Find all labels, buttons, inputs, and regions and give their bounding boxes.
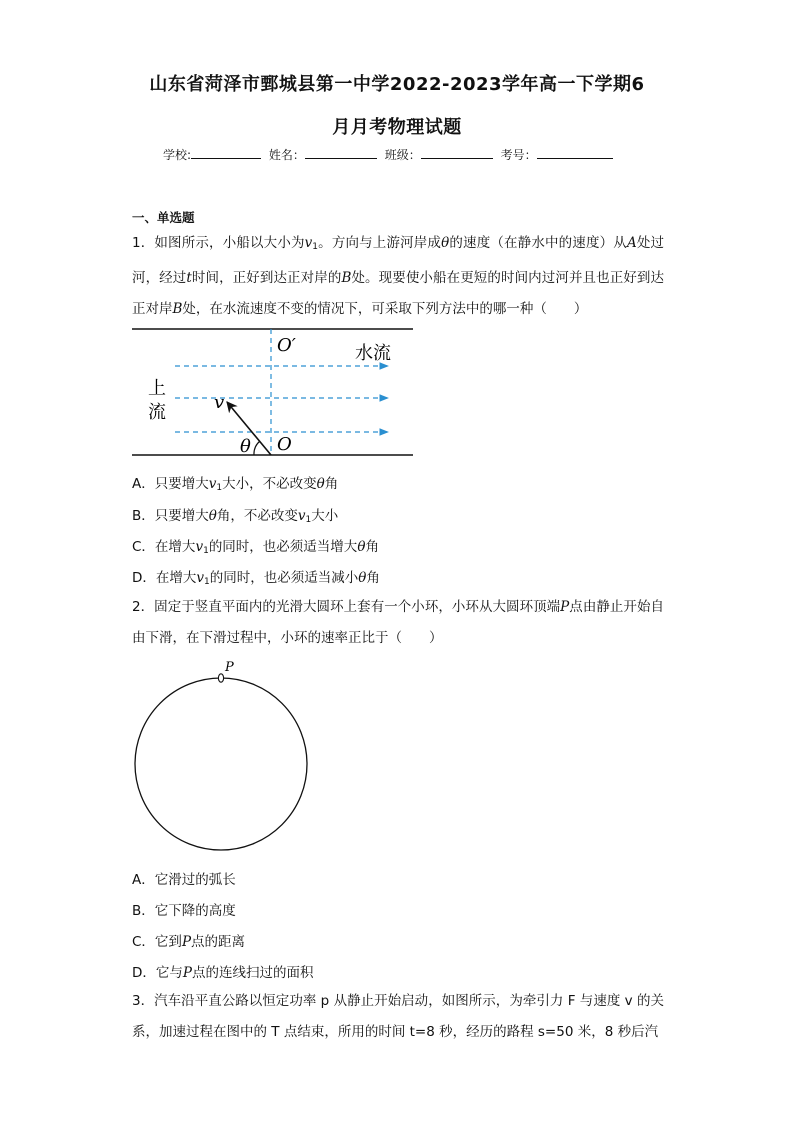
q1-v1: v (208, 476, 217, 492)
q1-text-part: 处过河，经过 (132, 235, 665, 286)
q2-point-p: P (560, 599, 570, 615)
q1-option-a[interactable] (132, 472, 338, 493)
q1-point-a: A (626, 235, 637, 251)
q1-v1-sub: 1 (204, 577, 210, 587)
q1-theta: θ (358, 570, 367, 586)
option-text: 角 (324, 476, 339, 492)
option-text: 的同时，也必须适当增大 (208, 539, 358, 555)
class-blank (421, 146, 493, 159)
school-blank (191, 146, 261, 159)
option-text: A．只要增大 (132, 476, 209, 492)
q1-text-part: 时间，正好到达正对岸的 (191, 270, 342, 286)
q1-point-b: B (172, 301, 183, 317)
q1-v1-sub: 1 (203, 546, 209, 556)
school-label: 学校: (163, 148, 192, 162)
name-label: 姓名： (268, 148, 305, 162)
q2-option-d[interactable] (132, 961, 314, 981)
q1-theta: θ (208, 508, 217, 524)
o-prime-label: O′ (277, 335, 296, 356)
option-text: 点的距离 (191, 934, 246, 950)
question-2-text (132, 592, 664, 654)
q1-option-c[interactable] (132, 535, 379, 556)
upstream-label-2: 流 (148, 402, 166, 423)
q1-time-t: t (186, 270, 192, 286)
q2-option-a[interactable]: A．它滑过的弧长 (132, 872, 236, 888)
river-crossing-diagram (130, 322, 420, 460)
q1-point-b: B (341, 270, 352, 286)
option-text: B．只要增大 (132, 508, 209, 524)
q1-theta: θ (316, 476, 325, 492)
q2-option-b[interactable]: B．它下降的高度 (132, 903, 236, 919)
q1-v1: v (196, 570, 205, 586)
q1-v1: v (304, 235, 313, 251)
question-1-text (132, 228, 664, 325)
q1-text-part: 处。现要使小船在更短的时间内过河并且也正好到达正对岸 (132, 270, 665, 317)
q1-text-part: 处，在水流速度不变的情况下，可采取下列方法中的哪一种（ ） (182, 301, 588, 317)
class-label: 班级： (384, 148, 421, 162)
q2-point-p: P (182, 965, 192, 981)
v-label: v (214, 392, 225, 413)
option-text: 大小 (311, 508, 339, 524)
page-title-line2: 月月考物理试题 (332, 117, 462, 138)
q1-option-d[interactable] (132, 566, 380, 587)
small-ring (218, 674, 223, 682)
q2-text-part: 点由静止开始自由下滑，在下滑过程中，小环的速率正比于（ ） (132, 599, 665, 646)
exam-number-blank (537, 146, 613, 159)
option-text: C．它到 (132, 934, 182, 950)
o-label: O (277, 434, 292, 455)
option-text: 大小，不必改变 (222, 476, 317, 492)
water-flow-label: 水流 (355, 343, 391, 364)
page-title-line1: 山东省菏泽市鄄城县第一中学2022-2023学年高一下学期6 (149, 74, 645, 95)
option-text: D．它与 (132, 965, 183, 981)
section-title: 一、单选题 (132, 210, 195, 225)
question-3-text: 3．汽车沿平直公路以恒定功率 p 从静止开始启动，如图所示，为牵引力 F 与速度 v 的关系，加速过程在图中的 T 点结束，所用的时间 t=8 秒，经历的路程 s=50 米，8 秒后汽 (132, 993, 664, 1040)
option-text: C．在增大 (132, 539, 196, 555)
name-blank (305, 146, 377, 159)
q1-v1: v (297, 508, 306, 524)
q1-text-part: 。方向与上游河岸成 (318, 235, 442, 251)
option-text: 角 (366, 570, 380, 586)
q1-theta: θ (357, 539, 366, 555)
option-text: 的同时，也必须适当减小 (209, 570, 359, 586)
q1-option-b[interactable] (132, 504, 338, 525)
q1-text-part: 1．如图所示，小船以大小为 (132, 235, 305, 251)
option-text: D．在增大 (132, 570, 197, 586)
q1-v1-sub: 1 (305, 515, 312, 525)
option-text: 角，不必改变 (216, 508, 298, 524)
theta-angle-arc (254, 441, 260, 455)
theta-label: θ (240, 436, 251, 457)
q2-point-p: P (181, 934, 192, 950)
point-p-label: P (225, 660, 234, 675)
q1-text-part: 的速度（在静水中的速度）从 (449, 235, 627, 251)
exam-number-label: 考号： (500, 148, 537, 162)
upstream-label-1: 上 (148, 378, 166, 399)
student-info-row (163, 146, 617, 163)
option-text: 角 (365, 539, 379, 555)
q1-v1-sub: 1 (312, 242, 319, 252)
q1-v1-sub: 1 (216, 483, 223, 493)
option-text: 点的连线扫过的面积 (192, 965, 314, 981)
q2-text-part: 2．固定于竖直平面内的光滑大圆环上套有一个小环，小环从大圆环顶端 (132, 599, 561, 615)
q1-v1: v (195, 539, 204, 555)
q2-option-c[interactable] (132, 930, 245, 950)
large-ring (135, 678, 307, 850)
q1-theta: θ (441, 235, 450, 251)
ring-diagram (128, 656, 318, 856)
